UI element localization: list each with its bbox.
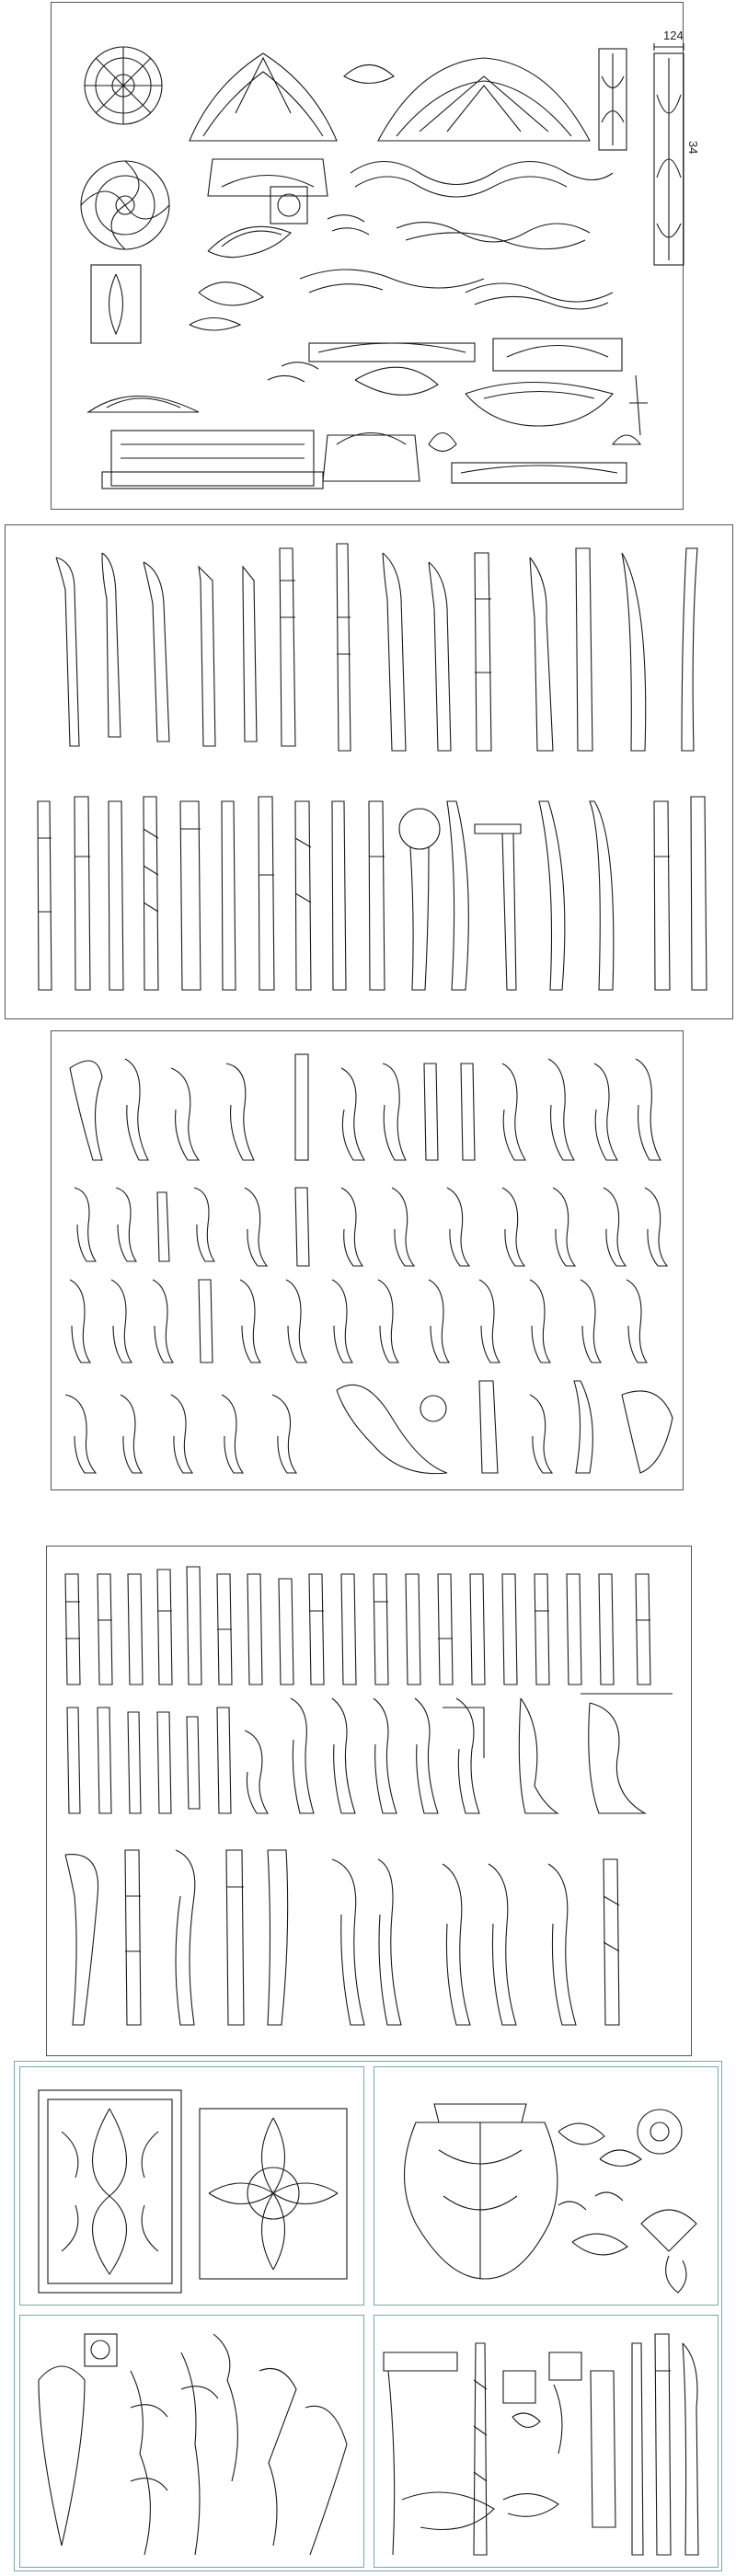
cabriole-leg [194, 1188, 214, 1261]
carved-cabriole-leg [332, 1698, 355, 1813]
carved-rosette-block [85, 2334, 117, 2366]
cabriole-leg [447, 1188, 469, 1266]
cabriole-leg [645, 1188, 667, 1266]
curved-leg [447, 801, 468, 990]
tall-panel-ornament [654, 43, 684, 265]
carved-cabriole-leg [374, 1698, 397, 1813]
cabriole-leg [502, 1064, 525, 1160]
cabriole-leg [65, 1395, 96, 1473]
rosette-ornament [81, 161, 169, 249]
ornament-sheet [51, 2, 700, 510]
carved-column [683, 2343, 698, 2555]
carved-pillar-leg [604, 1859, 619, 2025]
bracket-ornament [88, 397, 199, 413]
shell-ornament [613, 435, 640, 444]
wide-frieze-ornament [309, 343, 475, 362]
turned-leg [243, 567, 257, 742]
cabriole-leg [392, 1188, 414, 1266]
carved-scroll-leg [519, 1698, 558, 1813]
cabriole-leg [70, 1061, 102, 1160]
curved-leg [539, 801, 565, 990]
turned-leg [576, 548, 592, 751]
carved-figure-leg [268, 1850, 288, 2025]
carved-cabriole-leg [378, 1859, 401, 2025]
cabriole-leg [272, 1395, 296, 1473]
crest-ornament [190, 53, 337, 141]
scroll-ornament [466, 283, 613, 309]
cabriole-leg [102, 553, 121, 737]
small-crest-ornament [344, 65, 394, 84]
carved-row-2 [67, 1694, 673, 1813]
leaf-ornament [558, 2123, 604, 2145]
finial-ornament [629, 375, 648, 435]
carved-scroll-leg [589, 1703, 645, 1813]
carved-cabriole-leg [415, 1698, 438, 1813]
turned-leg [157, 1712, 171, 1813]
carved-pilaster [591, 2371, 615, 2527]
carved-cabriole-leg [443, 1864, 470, 2025]
cabriole-leg [383, 1064, 406, 1160]
short-leg [157, 1192, 169, 1261]
cabriole-leg [70, 1280, 90, 1363]
cabriole-leg [56, 558, 79, 746]
carved-cabriole-leg [291, 1698, 314, 1813]
turned-leg [374, 1574, 388, 1685]
turned-leg [98, 1574, 112, 1685]
height-dimension-label: 34 [686, 141, 700, 155]
turned-leg [217, 1574, 232, 1685]
panel-cell-top-right [374, 2066, 719, 2306]
carved-vase-drawing [374, 2067, 719, 2306]
turned-leg [502, 1574, 517, 1685]
cabriole-leg [111, 1280, 132, 1363]
turned-leg [341, 1574, 356, 1685]
panel-cell-top-left [19, 2066, 364, 2306]
turned-leg [470, 1574, 485, 1685]
turned-leg [406, 1574, 420, 1685]
cabriole-leg [245, 1731, 268, 1813]
fluted-leg [475, 553, 491, 751]
turned-leg [128, 1712, 141, 1813]
turned-leg [438, 1574, 453, 1685]
medallion-ornament [270, 187, 307, 224]
cabriole-leg [153, 1280, 173, 1363]
carved-applique [39, 2366, 85, 2546]
cabriole-leg [429, 562, 451, 751]
finial-ornament [420, 1396, 446, 1421]
turned-leg [279, 1579, 293, 1685]
scroll-ornament [402, 2492, 494, 2530]
spiral-leg [144, 797, 158, 990]
turned-leg [199, 567, 215, 746]
turned-leg [691, 797, 707, 990]
turned-leg [109, 801, 123, 990]
cabriole-leg [429, 1280, 449, 1363]
turned-leg [636, 1574, 650, 1685]
carving-panels-sheet [14, 2061, 722, 2571]
turned-leg [259, 797, 274, 990]
carved-spiral-column [474, 2343, 487, 2555]
base-block-ornament [102, 431, 323, 489]
cabriole-leg [332, 1280, 352, 1363]
carved-corbel [549, 2352, 581, 2454]
cabriole-leg [286, 1280, 306, 1363]
turned-leg [247, 1574, 262, 1685]
lion-head-leg [176, 1850, 195, 2025]
turned-leg [222, 801, 236, 990]
vertical-panel-ornament [599, 49, 627, 150]
carved-dolphin-leg [337, 1385, 447, 1473]
turned-leg [187, 1567, 201, 1685]
bracket-line [443, 1708, 484, 1758]
scroll-top-leg [399, 809, 440, 849]
cabriole-leg [245, 1188, 267, 1266]
carved-door-panel [39, 2090, 181, 2293]
turned-leg [567, 1574, 581, 1685]
leaf-scroll-ornament [208, 226, 291, 257]
carved-vine-applique [181, 2352, 218, 2555]
carved-pillar-leg [125, 1850, 141, 2025]
turned-legs-sheet [5, 524, 733, 1019]
carved-applique [305, 2406, 347, 2555]
carved-cabriole-leg [489, 1864, 516, 2025]
turned-leg [337, 544, 351, 751]
small-scroll-ornament [328, 215, 369, 235]
crest-ornament [378, 58, 590, 141]
cabriole-leg [627, 1280, 647, 1363]
carved-legs-sheet [46, 1546, 692, 2056]
turned-leg [217, 1708, 231, 1813]
pedestal-ornament [323, 433, 420, 482]
leg-row-upper [56, 544, 697, 751]
cabriole-leg [171, 1068, 199, 1160]
cabriole-leg [553, 1188, 575, 1266]
panel-cell-bottom-right [374, 2315, 719, 2568]
lambrequin-ornament [466, 383, 613, 427]
leg-row-lower [38, 797, 707, 990]
cabriole-leg [581, 1280, 601, 1363]
cabriole-leg [121, 1395, 142, 1473]
turned-column [632, 2343, 643, 2555]
cabriole-leg [548, 1059, 574, 1160]
straight-leg [461, 1064, 475, 1160]
carved-row-1 [65, 1567, 650, 1685]
scroll-frieze-ornament [397, 223, 590, 249]
straight-leg [295, 1054, 308, 1160]
cabriole-leg [341, 1068, 364, 1160]
cabriole-leg [594, 1064, 617, 1160]
spray-ornament [190, 282, 263, 330]
turned-leg [187, 1717, 200, 1809]
cabriole-row-2 [75, 1188, 667, 1266]
straight-leg [682, 548, 697, 751]
band-frieze-ornament [452, 463, 627, 483]
straight-leg [424, 1064, 438, 1160]
animal-leg [65, 1855, 98, 2025]
width-dimension-label: 124 [663, 29, 684, 42]
curved-leg [622, 553, 646, 751]
carved-leg [590, 801, 614, 990]
straight-leg [295, 1188, 309, 1266]
carved-panels-drawing [20, 2067, 365, 2306]
framed-scroll-ornament [493, 339, 622, 371]
carved-applique [213, 2334, 237, 2481]
carved-cabriole-leg [456, 1698, 479, 1813]
carved-applique [259, 2369, 296, 2547]
rosette-ornament [85, 47, 162, 124]
acanthus-ornament [666, 2256, 686, 2293]
turned-leg [98, 1708, 111, 1813]
scroll-ornament [503, 2494, 558, 2517]
frieze-ornament [208, 159, 328, 196]
turned-leg [38, 801, 52, 990]
rosette-ornament [638, 2110, 682, 2154]
carved-column [655, 2334, 671, 2555]
turned-leg [369, 801, 385, 990]
straight-leg [199, 1280, 213, 1363]
leaf-ornament [572, 2234, 627, 2255]
rope-leg [280, 548, 295, 746]
cabriole-leg [636, 1059, 661, 1160]
turned-legs-drawing [6, 525, 734, 1020]
carved-appliques-drawing [20, 2316, 365, 2569]
cartouche-ornament [268, 362, 438, 396]
cabriole-leg [226, 1064, 254, 1160]
small-leaf-ornament [429, 433, 456, 452]
turned-leg [157, 1570, 172, 1685]
cabriole-leg [75, 1188, 96, 1261]
panel-cell-bottom-left [19, 2315, 364, 2568]
carved-bracket [384, 2352, 457, 2555]
carved-leg [574, 1381, 592, 1473]
scroll-frieze-ornament [351, 162, 613, 198]
cabriole-leg [378, 1280, 398, 1363]
turned-leg [75, 797, 90, 990]
fluted-leg [180, 801, 201, 990]
cabriole-row-4 [65, 1381, 673, 1474]
spiral-leg [295, 801, 311, 990]
turned-leg [65, 1574, 80, 1685]
cabriole-leg [502, 1188, 524, 1266]
cabriole-leg [222, 1395, 243, 1473]
turned-leg [309, 1574, 324, 1685]
carved-leg [530, 1395, 552, 1473]
bracket-leg [475, 824, 521, 990]
framed-panel-ornament [91, 265, 141, 343]
scroll-ornament [558, 2192, 623, 2210]
cabriole-leg [530, 1280, 550, 1363]
ornament-drawing [52, 3, 684, 511]
leaf-ornament [512, 2413, 540, 2427]
cabriole-legs-sheet [51, 1030, 684, 1490]
cabriole-leg [604, 1188, 626, 1266]
shell-ornament [641, 2210, 696, 2251]
cabriole-leg [125, 1059, 148, 1160]
carved-vine-applique [131, 2371, 167, 2555]
turned-leg [599, 1574, 614, 1685]
carved-pillar-leg [226, 1850, 244, 2025]
cabriole-leg [171, 1395, 192, 1473]
cabriole-leg [240, 1280, 260, 1363]
carved-legs-drawing [47, 1547, 693, 2057]
cabriole-leg [144, 562, 169, 742]
cabriole-row-3 [70, 1280, 647, 1363]
turned-leg [67, 1708, 80, 1813]
turned-leg [535, 1574, 549, 1685]
curved-leg [530, 558, 553, 751]
carved-row-3 [65, 1850, 619, 2025]
cabriole-leg [116, 1188, 136, 1261]
cabriole-legs-drawing [52, 1031, 684, 1491]
cabriole-row-1 [70, 1054, 661, 1160]
turned-leg [332, 801, 346, 990]
garland-ornament [300, 270, 484, 293]
turned-leg [128, 1574, 143, 1685]
carved-vase-ornament [405, 2122, 558, 2279]
cabriole-leg [383, 553, 406, 751]
leaf-ornament [600, 2150, 641, 2167]
carved-cabriole-leg [332, 1859, 364, 2025]
carved-leg [479, 1381, 498, 1473]
cabriole-leg [341, 1188, 362, 1266]
carved-columns-drawing [374, 2316, 719, 2569]
carved-capital [503, 2371, 535, 2403]
carved-cabriole-leg [548, 1864, 576, 2025]
carved-leg [622, 1391, 673, 1473]
cabriole-leg [479, 1280, 500, 1363]
turned-leg [654, 801, 670, 990]
